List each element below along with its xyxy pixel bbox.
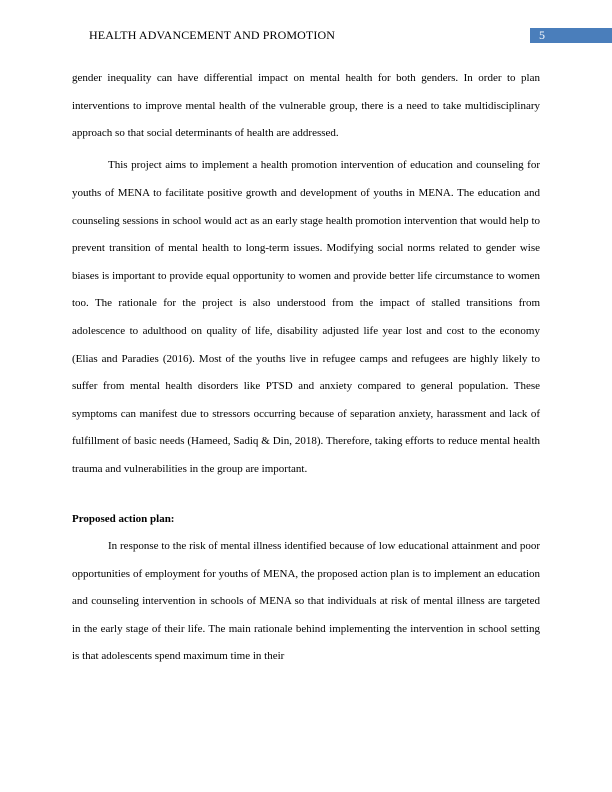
page-number: 5 — [530, 28, 612, 43]
running-header-title: HEALTH ADVANCEMENT AND PROMOTION — [89, 28, 335, 42]
body-paragraph: This project aims to implement a health promotion intervention of education and counseling for youths of MENA to facilitate positive growth and development of youths in MENA. The education and counseling sessions in school would act as an early stage health promotion intervention that would help to prevent transition of mental health to long-term issues. Modifying social norms related to gender wise biases is important to provide equal opportunity to women and provide better life circumstance to women too. The rationale for the project is also understood from the impact of stalled transitions from adolescence to adulthood on quality of life, disability adjusted life year lost and cost to the economy (Elias and Paradies (2016). Most of the youths live in refugee camps and refugees are highly likely to suffer from mental health disorders like PTSD and anxiety compared to general population. These symptoms can manifest due to stressors occurring because of separation anxiety, harassment and lack of fulfillment of basic needs (Hameed, Sadiq & Din, 2018). Therefore, taking efforts to reduce mental health trauma and vulnerabilities in the group are important. — [72, 159, 540, 475]
document-body — [72, 65, 540, 671]
section-heading: Proposed action plan: — [72, 512, 175, 525]
body-paragraph: In response to the risk of mental illness identified because of low educational attainment and poor opportunities of employment for youths of MENA, the proposed action plan is to implement an education and counseling intervention in schools of MENA so that individuals at risk of mental illness are targeted in the early stage of their life. The main rationale behind implementing the intervention in school setting is that adolescents spend maximum time in their — [72, 540, 540, 663]
body-paragraph: gender inequality can have differential impact on mental health for both genders. In order to plan interventions to improve mental health of the vulnerable group, there is a need to take multidisciplinary approach so that social determinants of health are addressed. — [72, 72, 540, 140]
